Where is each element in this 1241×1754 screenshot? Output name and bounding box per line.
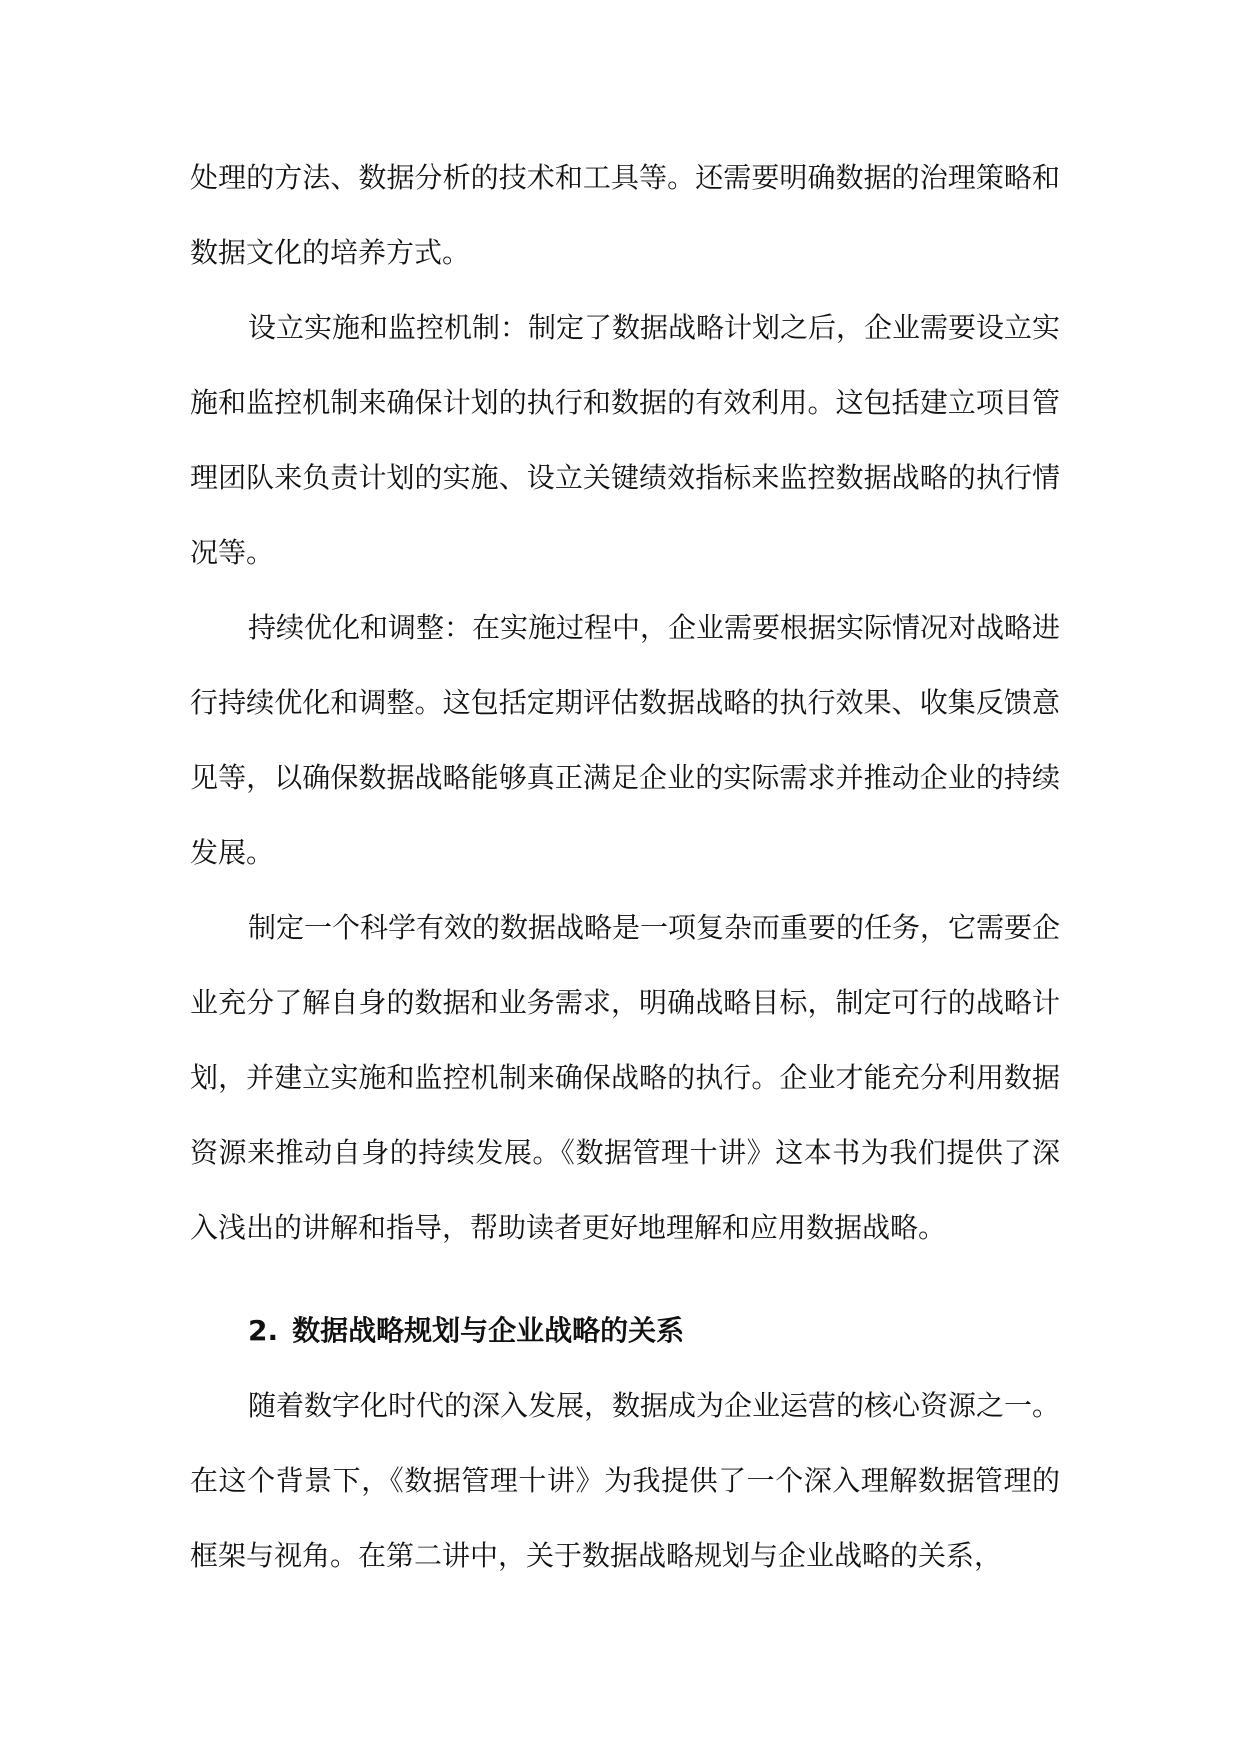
paragraph-continued: 处理的方法、数据分析的技术和工具等。还需要明确数据的治理策略和数据文化的培养方式。 <box>190 161 1060 269</box>
section-heading <box>190 1293 1060 1368</box>
section-title: 数据战略规划与企业战略的关系 <box>292 1314 685 1347</box>
section-number: 2. <box>248 1314 279 1347</box>
paragraph-optimization: 持续优化和调整：在实施过程中，企业需要根据实际情况对战略进行持续优化和调整。这包括定期评估数据战略的执行效果、收集反馈意见等，以确保数据战略能够真正满足企业的实际需求并推动企业的持续发展。 <box>190 611 1061 869</box>
paragraph-section-intro: 随着数字化时代的深入发展，数据成为企业运营的核心资源之一。在这个背景下，《数据管理十讲》为我提供了一个深入理解数据管理的框架与视角。在第二讲中，关于数据战略规划与企业战略的关系， <box>190 1389 1061 1572</box>
document-page <box>190 140 1060 1593</box>
paragraph-implementation-monitoring: 设立实施和监控机制：制定了数据战略计划之后，企业需要设立实施和监控机制来确保计划的执行和数据的有效利用。这包括建立项目管理团队来负责计划的实施、设立关键绩效指标来监控数据战略的执行情况等。 <box>190 311 1061 569</box>
paragraph-summary: 制定一个科学有效的数据战略是一项复杂而重要的任务，它需要企业充分了解自身的数据和业务需求，明确战略目标，制定可行的战略计划，并建立实施和监控机制来确保战略的执行。企业才能充分利用数据资源来推动自身的持续发展。《数据管理十讲》这本书为我们提供了深入浅出的讲解和指导，帮助读者更好地理解和应用数据战略。 <box>190 911 1061 1244</box>
